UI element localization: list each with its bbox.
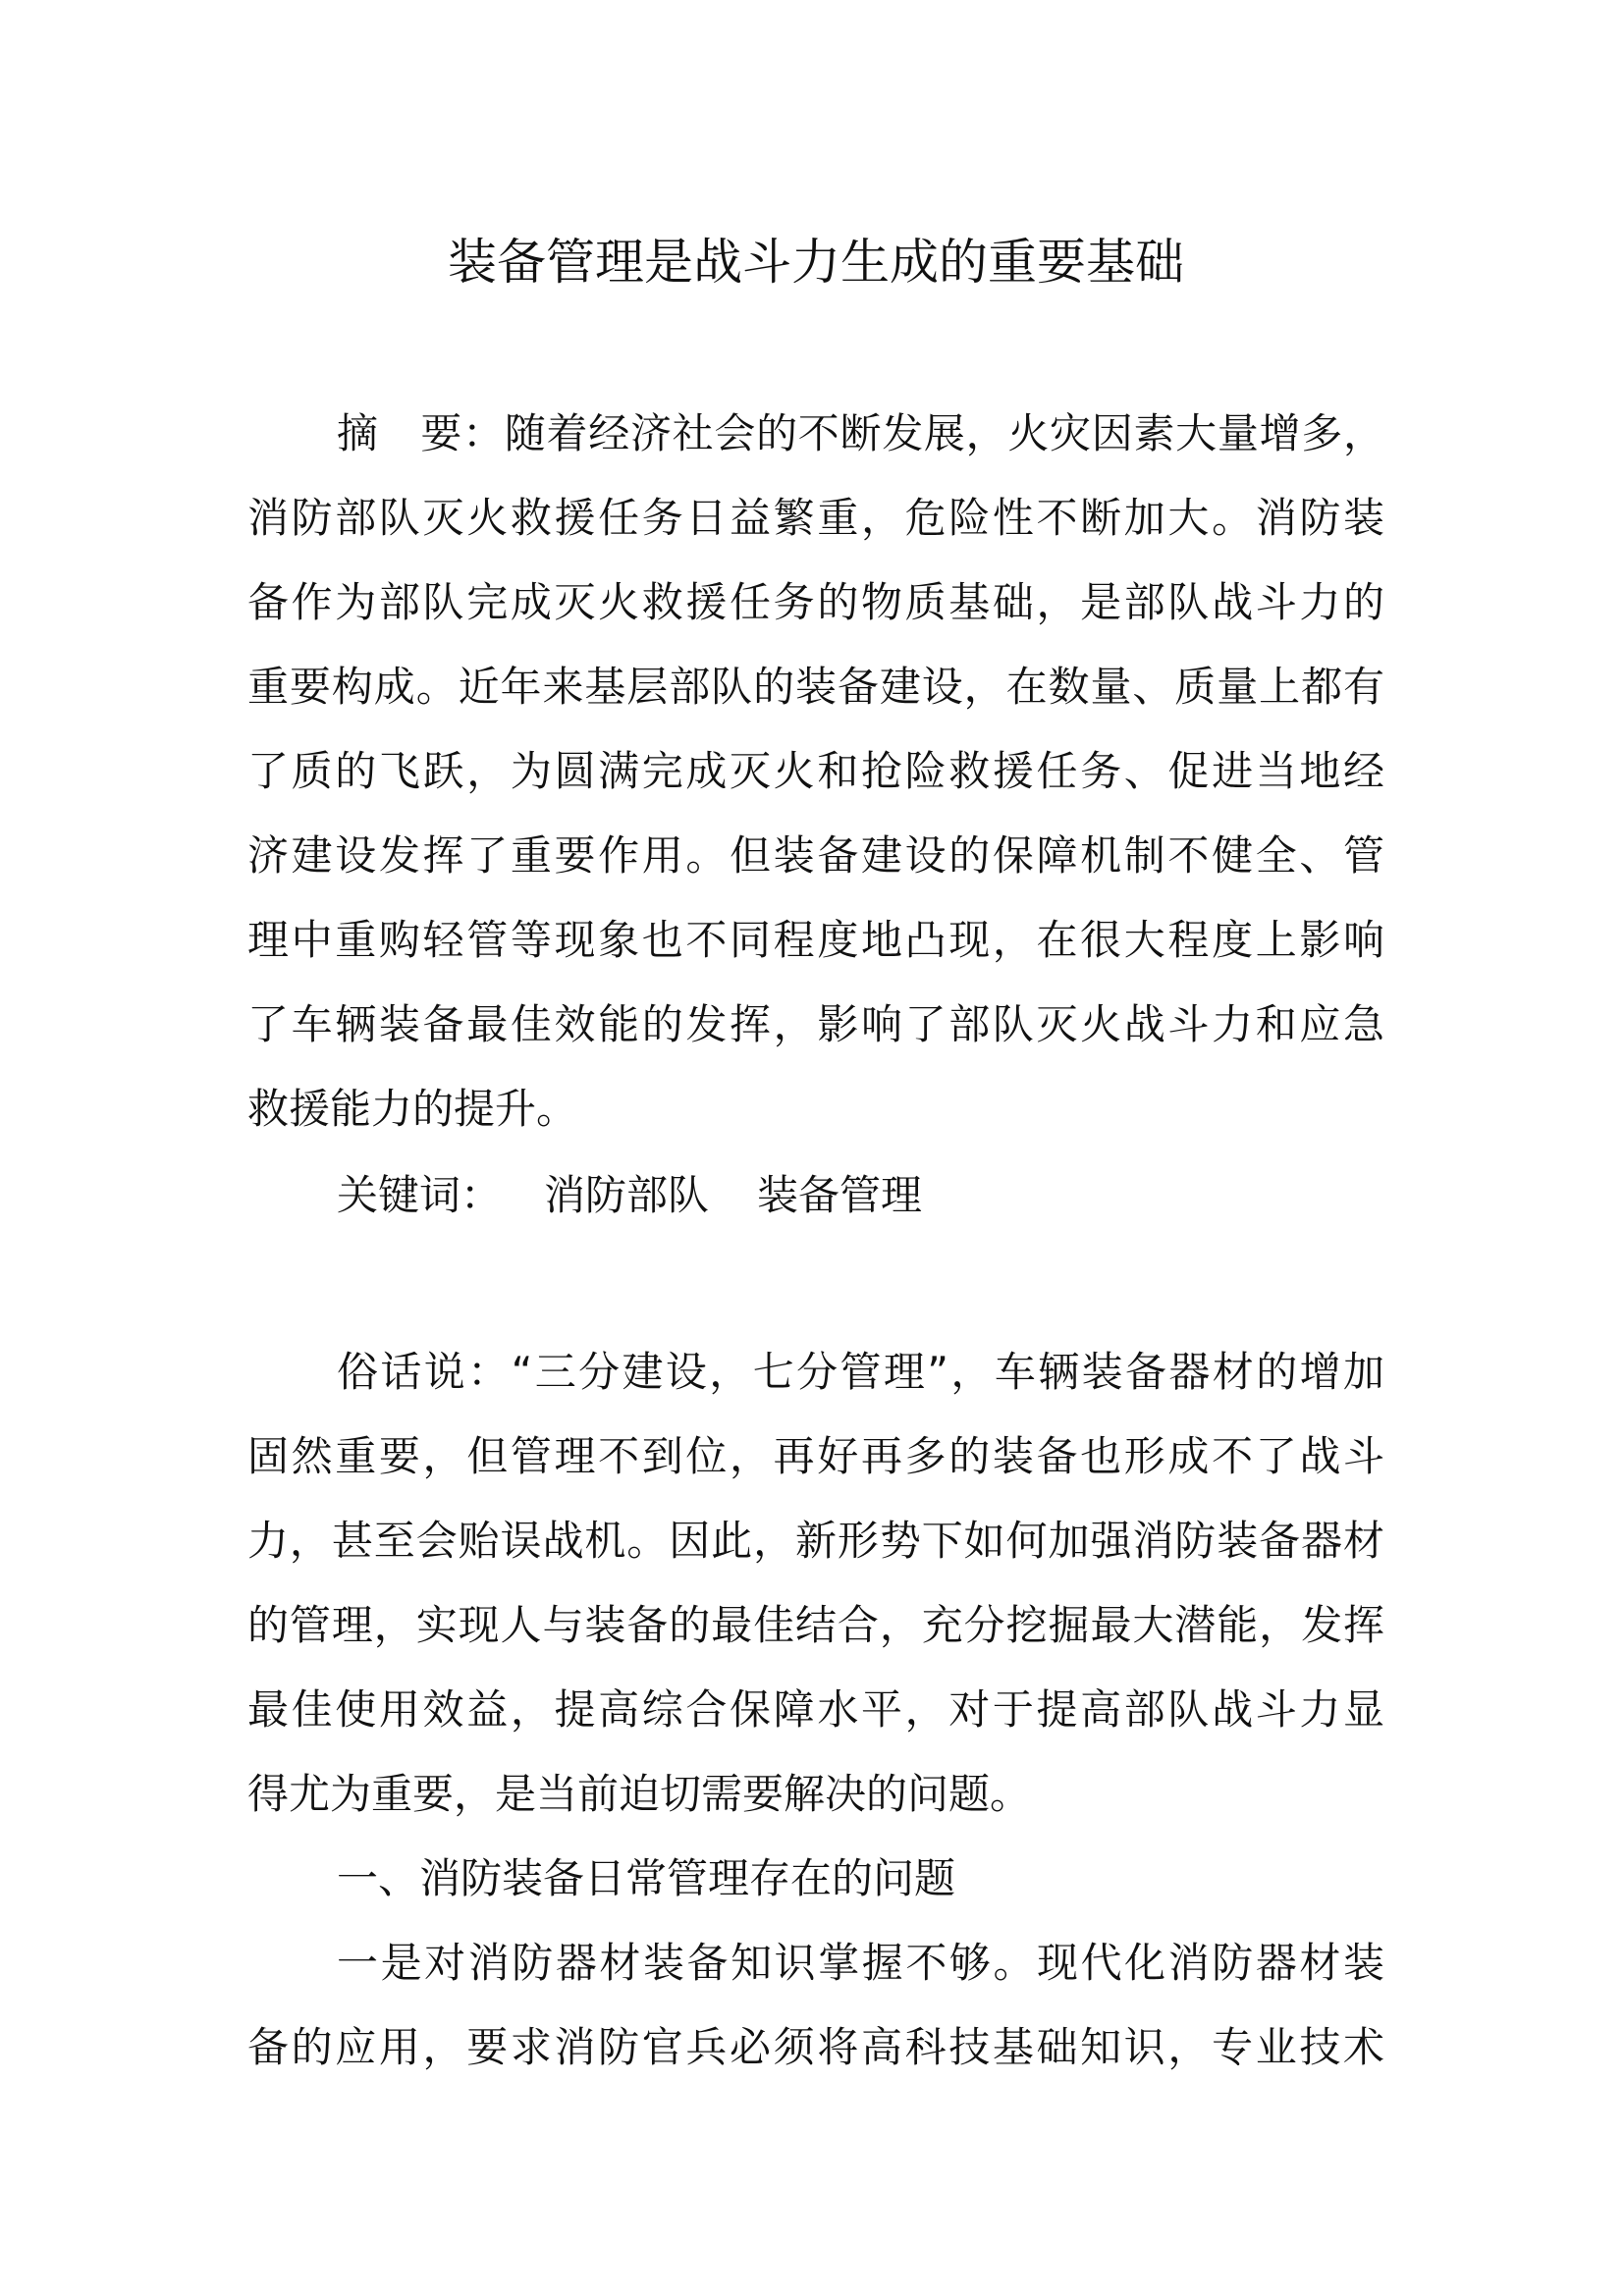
paragraph-line: 俗话说：“三分建设，七分管理”，车辆装备器材的增加 <box>337 1348 1384 1396</box>
abstract-line: 备作为部队完成灭火救援任务的物质基础，是部队战斗力的 <box>247 578 1384 626</box>
paragraph-line: 备的应用，要求消防官兵必须将高科技基础知识，专业技术 <box>247 2023 1384 2071</box>
paragraph-line: 固然重要，但管理不到位，再好再多的装备也形成不了战斗 <box>247 1432 1384 1480</box>
abstract-line: 济建设发挥了重要作用。但装备建设的保障机制不健全、管 <box>247 831 1384 880</box>
document-title: 装备管理是战斗力生成的重要基础 <box>448 234 1184 291</box>
paragraph-line: 的管理，实现人与装备的最佳结合，充分挖掘最大潜能，发挥 <box>247 1601 1384 1649</box>
keywords-section <box>247 1153 1384 1238</box>
body-section <box>247 1330 1384 2090</box>
paragraph-line: 得尤为重要，是当前迫切需要解决的问题。 <box>247 1770 1032 1818</box>
keyword-item: 装备管理 <box>757 1171 923 1219</box>
keyword-item: 消防部队 <box>544 1171 710 1219</box>
abstract-line: 理中重购轻管等现象也不同程度地凸现，在很大程度上影响 <box>247 916 1384 964</box>
keywords-line <box>247 1153 1384 1238</box>
paragraph-line: 最佳使用效益，提高综合保障水平，对于提高部队战斗力显 <box>247 1685 1384 1734</box>
abstract-line: 重要构成。近年来基层部队的装备建设，在数量、质量上都有 <box>247 663 1384 711</box>
abstract-line-text: 随着经济社会的不断发展，火灾因素大量增多， <box>504 409 1384 457</box>
abstract-line: 消防部队灭火救援任务日益繁重，危险性不断加大。消防装 <box>247 494 1384 542</box>
abstract-line <box>247 392 1384 476</box>
abstract-section <box>247 392 1384 1151</box>
paragraph-line: 一是对消防器材装备知识掌握不够。现代化消防器材装 <box>337 1939 1384 1987</box>
abstract-line: 救援能力的提升。 <box>247 1085 578 1133</box>
body-paragraph <box>247 1330 1384 1837</box>
abstract-label: 摘 要： <box>337 409 505 457</box>
keywords-label: 关键词： <box>337 1171 503 1219</box>
paragraph-line: 力，甚至会贻误战机。因此，新形势下如何加强消防装备器材 <box>247 1517 1384 1565</box>
abstract-line: 了车辆装备最佳效能的发挥，影响了部队灭火战斗力和应急 <box>247 1000 1384 1048</box>
body-paragraph <box>247 1921 1384 2090</box>
section-heading: 一、消防装备日常管理存在的问题 <box>337 1854 956 1902</box>
abstract-line: 了质的飞跃，为圆满完成灭火和抢险救援任务、促进当地经 <box>247 747 1384 795</box>
